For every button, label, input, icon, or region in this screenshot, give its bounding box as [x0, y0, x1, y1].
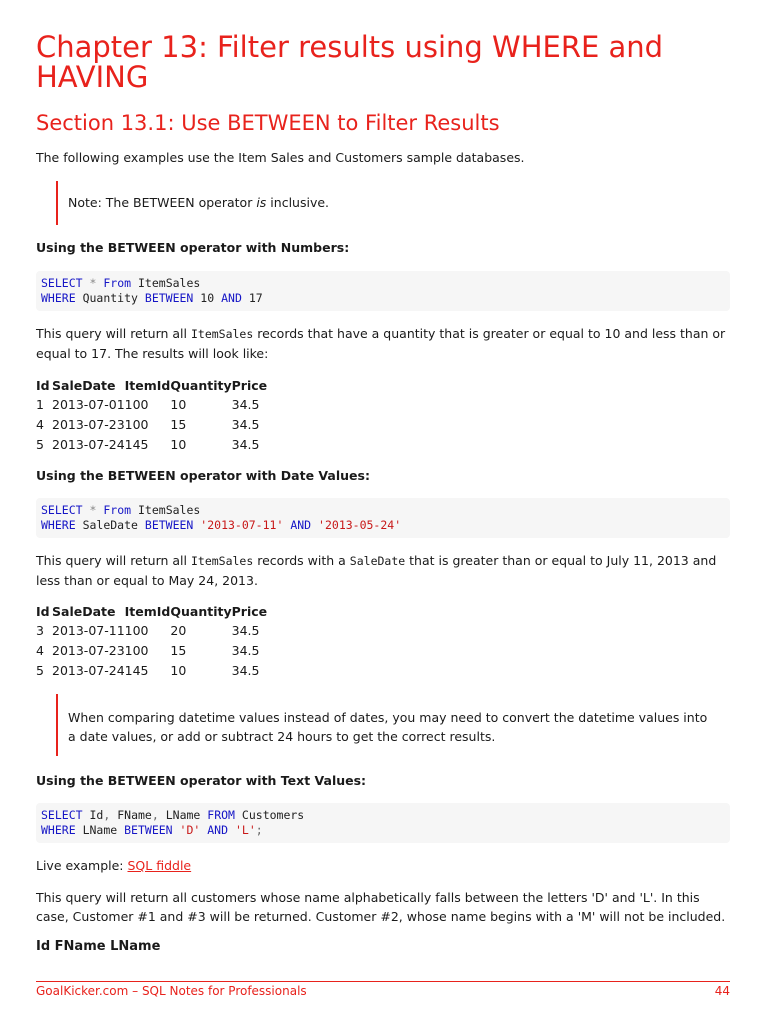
table-cell: 15 [170, 642, 187, 658]
desc-dates [36, 551, 736, 590]
table-cell: 2013-07-23 [52, 416, 125, 432]
table-row [36, 394, 267, 414]
table-cell: 34.5 [231, 662, 260, 678]
code-keyword: SELECT [41, 808, 83, 822]
code-number: 10 [200, 291, 215, 305]
table-cell: 100 [124, 622, 149, 638]
table-cell: 2013-07-01 [52, 396, 125, 412]
code-keyword: WHERE [41, 291, 76, 305]
table-cell: 2013-07-24 [52, 662, 125, 678]
inline-code: SaleDate [349, 554, 406, 568]
table-cell: 4 [36, 416, 44, 432]
table-cell: 34.5 [231, 416, 260, 432]
live-example-label: Live example: [36, 858, 128, 873]
code-keyword: AND [290, 518, 312, 532]
table-cell: 145 [124, 436, 149, 452]
code-keyword: BETWEEN [144, 518, 194, 532]
code-identifier: ItemSales [138, 276, 201, 290]
table-cell: 10 [170, 396, 187, 412]
code-identifier: SaleDate [82, 518, 138, 532]
table-headers-text: Id FName LName [36, 939, 161, 954]
desc-text: that is greater than or equal to July 11, 2013 and less than or equal to May 24, 2013. [36, 553, 717, 588]
code-keyword: From [103, 276, 132, 290]
code-operator: * [89, 503, 97, 517]
table-cell: 10 [170, 662, 187, 678]
chapter-title: Chapter 13: Filter results using WHERE and HAVING [36, 30, 664, 94]
code-punctuation: ; [255, 823, 263, 837]
code-keyword: BETWEEN [144, 291, 194, 305]
note-emphasis: is [256, 195, 267, 210]
heading-text: Using the BETWEEN operator with Text Values: [36, 773, 367, 788]
table-cell: 15 [170, 416, 187, 432]
heading-dates: Using the BETWEEN operator with Date Values: [36, 468, 370, 483]
code-identifier: LName [82, 823, 118, 837]
code-line-1 [41, 276, 200, 291]
table-cell: 10 [170, 436, 187, 452]
inline-code: ItemSales [190, 327, 254, 341]
column-header: Price [231, 603, 268, 619]
column-header: SaleDate [52, 377, 116, 393]
code-string: 'L' [234, 823, 256, 837]
table-cell: 2013-07-24 [52, 436, 125, 452]
sql-fiddle-link[interactable]: SQL fiddle [127, 858, 192, 873]
table-row [36, 414, 267, 434]
table-row [36, 640, 267, 660]
table-cell: 5 [36, 662, 44, 678]
note-datetime [56, 694, 718, 756]
code-identifier: ItemSales [138, 503, 201, 517]
code-number: 17 [248, 291, 263, 305]
results-table-dates [36, 602, 267, 680]
note-inclusive [56, 181, 718, 225]
table-cell: 100 [124, 416, 149, 432]
column-header: Quantity [170, 603, 232, 619]
code-block-text [36, 803, 730, 843]
code-identifier: Quantity [82, 291, 138, 305]
column-header: ItemId [124, 603, 171, 619]
code-keyword: WHERE [41, 823, 76, 837]
code-punctuation: , [103, 808, 111, 822]
inline-code: ItemSales [190, 554, 254, 568]
results-table-numbers [36, 376, 267, 454]
desc-text: This query will return all [36, 553, 191, 568]
footer-divider [36, 981, 730, 982]
note-datetime-text: When comparing datetime values instead of dates, you may need to convert the datetime values into a date values, or add or subtract 24 hours to get the correct results. [68, 710, 708, 744]
code-line-2 [41, 823, 263, 838]
code-operator: * [89, 276, 97, 290]
column-header: SaleDate [52, 603, 116, 619]
code-line-1 [41, 503, 200, 518]
column-header: Price [231, 377, 268, 393]
table-row [36, 434, 267, 454]
code-block-dates [36, 498, 730, 538]
code-identifier: Customers [241, 808, 305, 822]
desc-text: records with a [253, 553, 350, 568]
table-cell: 34.5 [231, 436, 260, 452]
section-title: Section 13.1: Use BETWEEN to Filter Results [36, 111, 500, 135]
code-block-numbers [36, 271, 730, 311]
column-header: Quantity [170, 377, 232, 393]
note-suffix: inclusive. [266, 195, 330, 210]
intro-paragraph: The following examples use the Item Sales and Customers sample databases. [36, 150, 525, 165]
live-example [36, 856, 736, 875]
code-keyword: SELECT [41, 503, 83, 517]
table-header-row [36, 602, 267, 620]
desc-text: records that have a quantity that is greater or equal to 10 and less than or equal to 17. The results will look like: [36, 326, 726, 361]
table-cell: 34.5 [231, 622, 260, 638]
column-header: ItemId [124, 377, 171, 393]
code-string: '2013-05-24' [318, 518, 402, 532]
column-header: Id [36, 377, 50, 393]
desc-numbers [36, 324, 736, 363]
note-inclusive-text [68, 193, 708, 212]
code-identifier: FName [117, 808, 152, 822]
table-cell: 34.5 [231, 396, 260, 412]
table-cell: 1 [36, 396, 44, 412]
code-punctuation: , [151, 808, 159, 822]
table-cell: 4 [36, 642, 44, 658]
column-header: Id [36, 603, 50, 619]
table-cell: 20 [170, 622, 187, 638]
table-cell: 145 [124, 662, 149, 678]
table-row [36, 620, 267, 640]
code-line-2 [41, 291, 263, 306]
table-cell: 5 [36, 436, 44, 452]
note-prefix: Note: The BETWEEN operator [68, 195, 257, 210]
table-header-row [36, 376, 267, 394]
code-identifier: Id [89, 808, 104, 822]
table-cell: 34.5 [231, 642, 260, 658]
code-keyword: From [103, 503, 132, 517]
heading-numbers: Using the BETWEEN operator with Numbers: [36, 240, 350, 255]
code-line-1 [41, 808, 304, 823]
table-cell: 2013-07-11 [52, 622, 125, 638]
table-cell: 2013-07-23 [52, 642, 125, 658]
table-cell: 3 [36, 622, 44, 638]
table-cell: 100 [124, 642, 149, 658]
code-string: 'D' [179, 823, 201, 837]
code-line-2 [41, 518, 401, 533]
code-string: '2013-07-11' [200, 518, 284, 532]
page-number: 44 [714, 984, 730, 998]
desc-text: This query will return all [36, 326, 191, 341]
code-keyword: AND [221, 291, 242, 305]
code-keyword: BETWEEN [124, 823, 173, 837]
table-row [36, 660, 267, 680]
desc-text-values: This query will return all customers whose name alphabetically falls between the letters 'D' and 'L'. In this case, Customer #1 and #3 will be returned. Customer #2, whose name begins with a 'M' will not be included. [36, 890, 726, 924]
code-keyword: AND [207, 823, 229, 837]
table-cell: 100 [124, 396, 149, 412]
code-identifier: LName [165, 808, 201, 822]
code-keyword: FROM [207, 808, 235, 822]
footer-title: GoalKicker.com – SQL Notes for Professionals [36, 984, 307, 998]
code-keyword: SELECT [41, 276, 83, 290]
code-keyword: WHERE [41, 518, 76, 532]
